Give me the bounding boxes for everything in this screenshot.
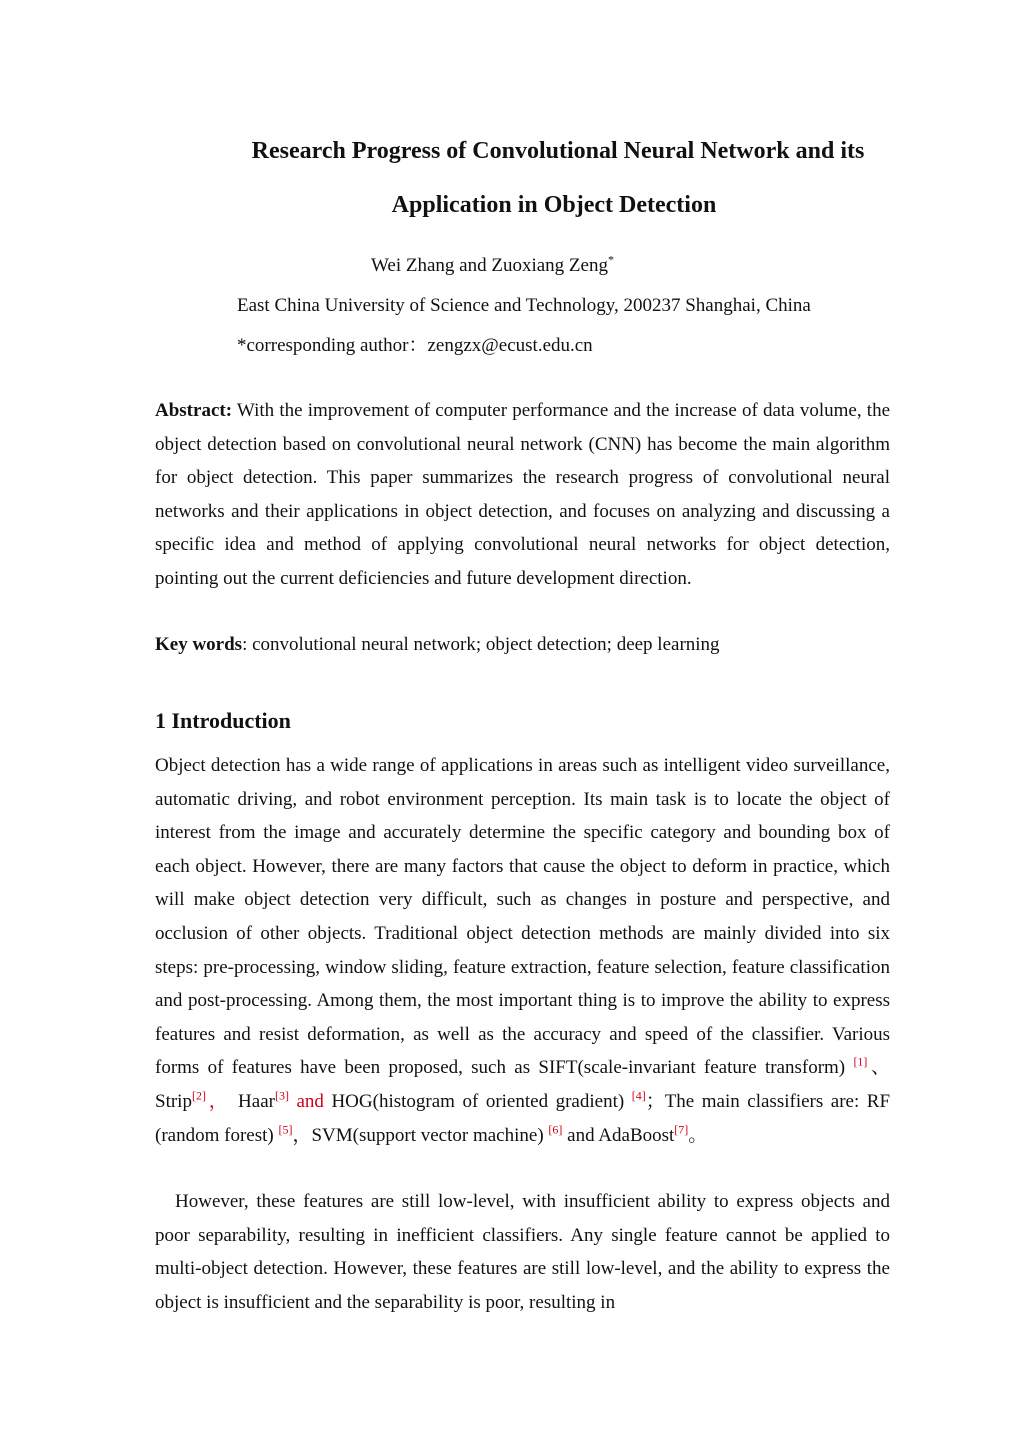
citation-3[interactable]: [3]: [274, 1088, 289, 1103]
authors: [371, 252, 614, 276]
author-names: Wei Zhang and Zuoxiang Zeng: [371, 255, 608, 276]
intro-text-haar: Haar: [230, 1090, 275, 1112]
abstract: [155, 394, 890, 596]
citation-2[interactable]: [2]: [191, 1088, 206, 1103]
abstract-text: With the improvement of computer performance and the increase of data volume, the object detection based on convolutional neural network (CNN) has become the main algorithm for object detection. This paper summarizes the research progress of convolutional neural networks and their applications in object detection, and focuses on analyzing and discussing a specific idea and method of applying convolutional neural networks for object detection, pointing out the current deficiencies and future development direction.: [155, 400, 890, 589]
corresponding-author: *corresponding author：zengzx@ecust.edu.cn: [237, 335, 593, 356]
citation-1[interactable]: [1]: [853, 1055, 868, 1070]
red-comma: ，: [205, 1090, 231, 1112]
intro-comma: ，: [292, 1124, 312, 1146]
keywords-label: Key words: [155, 634, 243, 655]
intro-end: 。: [688, 1124, 708, 1146]
citation-4[interactable]: [4]: [631, 1088, 646, 1103]
intro-paragraph-1: [155, 749, 890, 1152]
citation-7[interactable]: [7]: [674, 1122, 689, 1137]
intro-text-svm: SVM(support vector machine): [311, 1124, 549, 1146]
intro-text-classifiers: ；The main classifiers are: RF (random forest): [155, 1090, 891, 1146]
intro-text: Object detection has a wide range of applications in areas such as intelligent video surveillance, automatic driving, and robot environment perception. Its main task is to locate the object of interest from the image and accurately determine the specific category and bounding box of each object. However, there are many factors that cause the object to deform in practice, which will make object detection very difficult, such as changes in posture and perspective, and occlusion of other objects. Traditional object detection methods are mainly divided into six steps: pre-processing, window sliding, feature extraction, feature selection, feature classification and post-processing. Among them, the most important thing is to improve the ability to express features and resist deformation, as well as the accuracy and speed of the classifier. Various forms of features have been proposed, such as SIFT(scale-invariant feature transform): [155, 755, 890, 1079]
paper-title-line-1: Research Progress of Convolutional Neural Network and its: [251, 138, 865, 164]
intro-text-strip: 、Strip: [155, 1057, 890, 1112]
citation-6[interactable]: [6]: [548, 1122, 563, 1137]
paper-title-line-2: Application in Object Detection: [391, 192, 717, 218]
section-heading: 1 Introduction: [155, 708, 291, 733]
intro-text-hog: HOG(histogram of oriented gradient): [323, 1090, 632, 1112]
keywords: [155, 628, 890, 662]
affiliation: East China University of Science and Technology, 200237 Shanghai, China: [237, 295, 811, 316]
abstract-label: Abstract:: [155, 400, 233, 421]
intro-paragraph-2: However, these features are still low-level, with insufficient ability to express objects and poor separability, resulting in inefficient classifiers. Any single feature cannot be applied to multi-object detection. However, these features are still low-level, and the ability to express the object is insufficient and the separability is poor, resulting in: [155, 1191, 890, 1313]
keywords-text: : convolutional neural network; object detection; deep learning: [242, 634, 720, 655]
intro-text-adaboost: and AdaBoost: [562, 1124, 675, 1146]
corresponding-mark: *: [607, 252, 614, 267]
citation-5[interactable]: [5]: [278, 1122, 293, 1137]
red-and: and: [288, 1090, 324, 1112]
